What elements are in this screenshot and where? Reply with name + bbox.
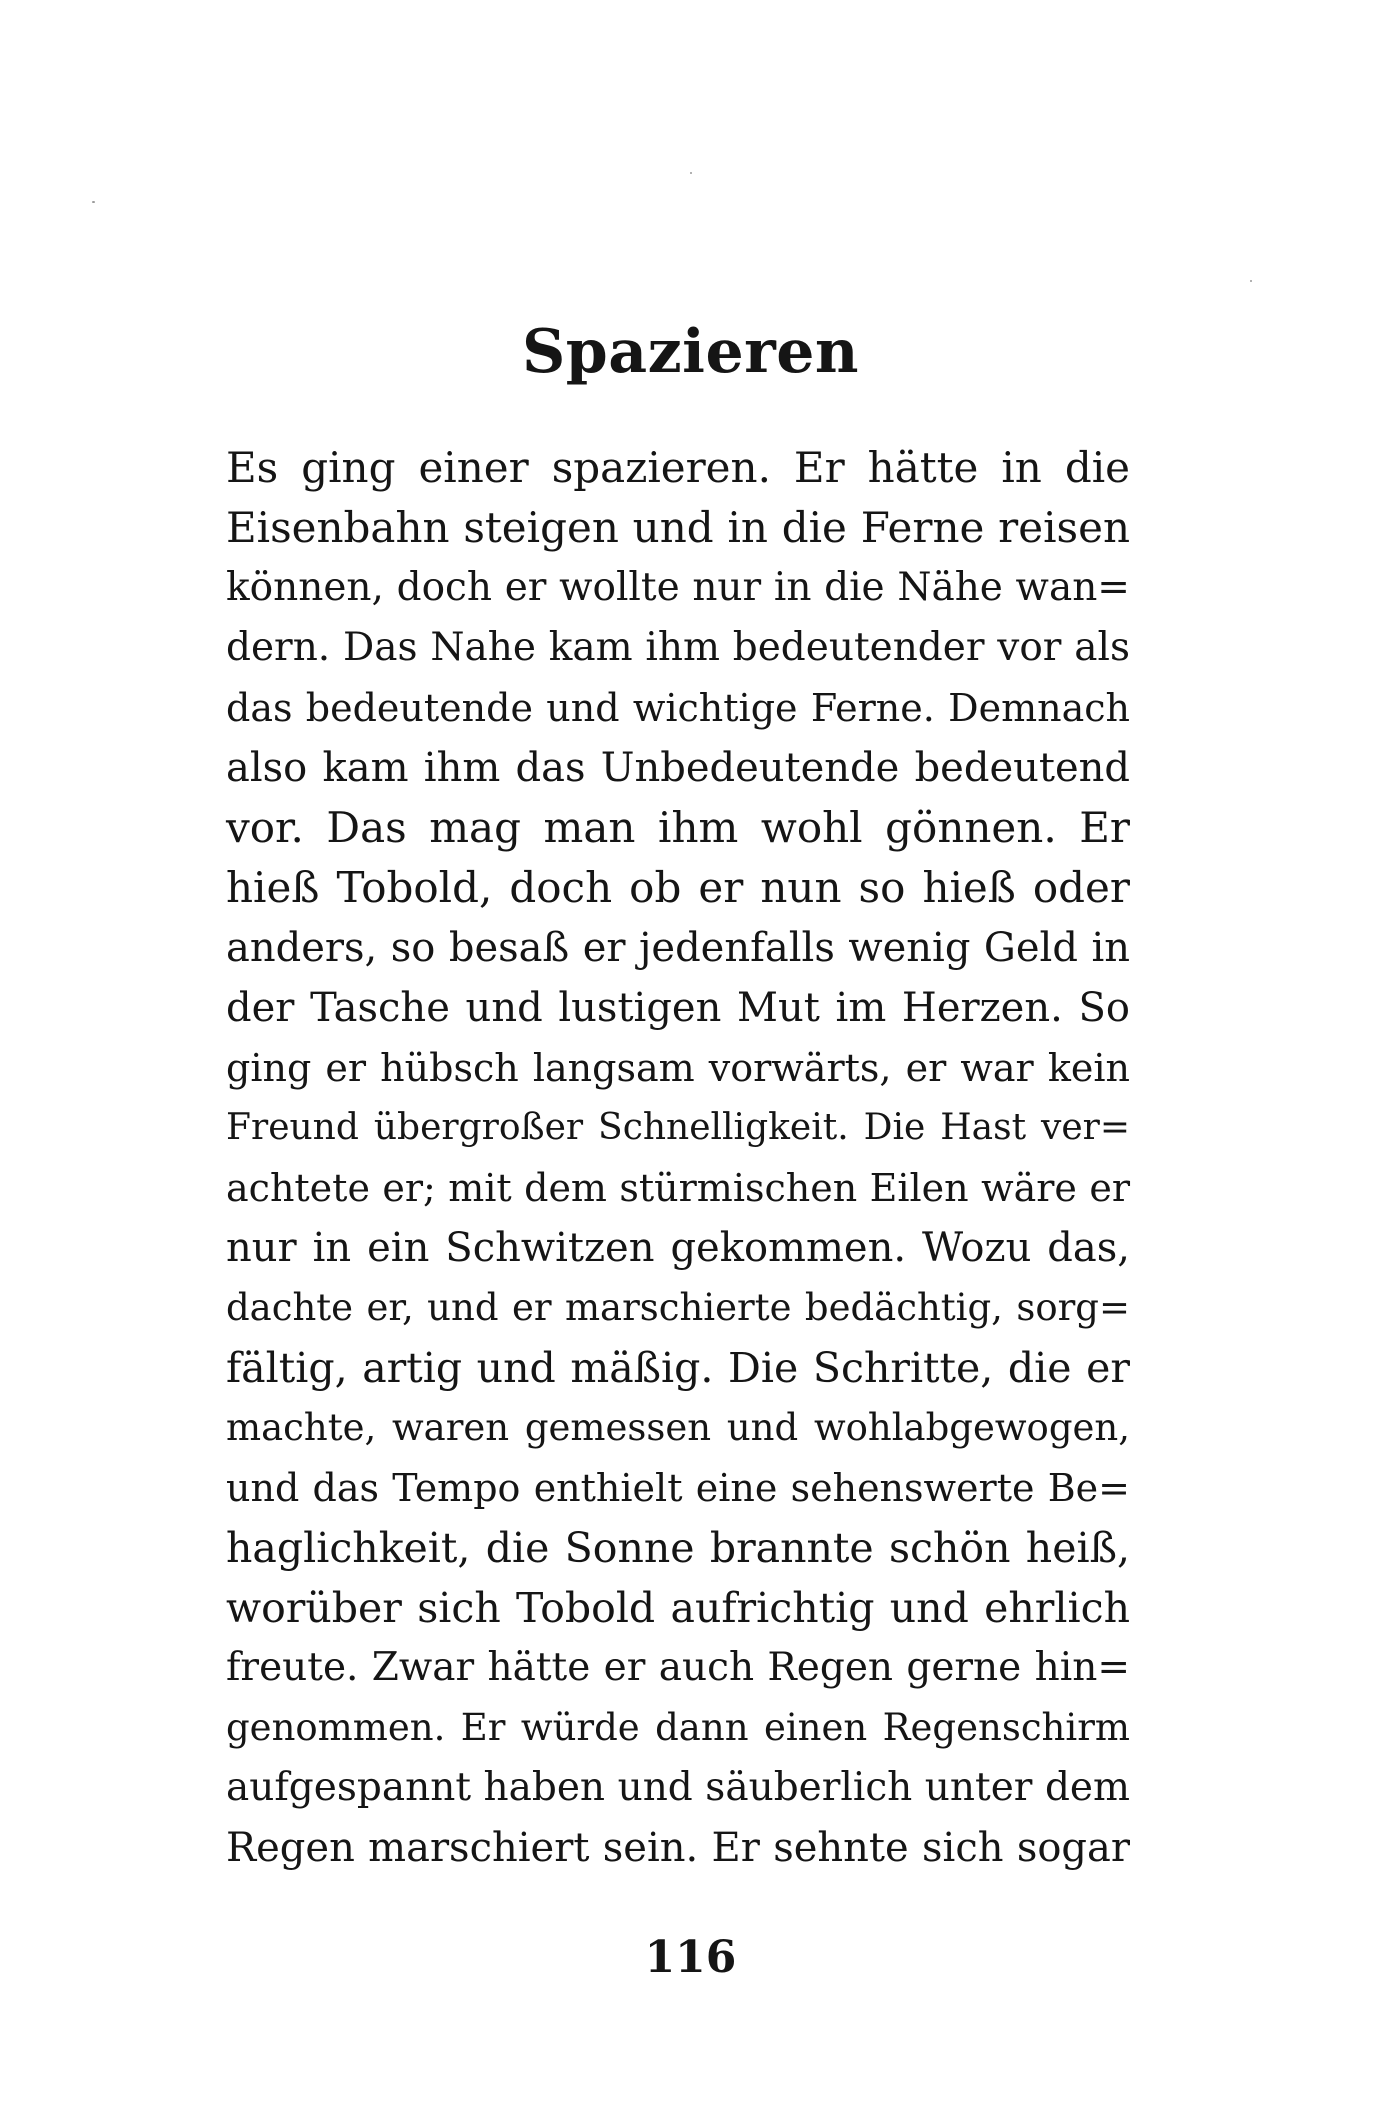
text-line: haglichkeit, die Sonne brannte schön heiß,: [226, 1524, 1130, 1572]
text-line: das bedeutende und wichtige Ferne. Demnach: [226, 686, 1130, 730]
text-line: Es ging einer spazieren. Er hätte in die: [226, 443, 1130, 492]
text-line: dachte er, und er marschierte bedächtig, sorg=: [226, 1286, 1130, 1329]
text-line: nur in ein Schwitzen gekommen. Wozu das,: [226, 1225, 1130, 1271]
text-line: ging er hübsch langsam vorwärts, er war kein: [226, 1046, 1130, 1090]
text-line: hieß Tobold, doch ob er nun so hieß oder: [226, 863, 1130, 912]
text-line: fältig, artig und mäßig. Die Schritte, die er: [226, 1344, 1130, 1392]
page-number: 116: [644, 1932, 737, 1983]
text-line: freute. Zwar hätte er auch Regen gerne hin=: [226, 1645, 1130, 1690]
text-line: Freund übergroßer Schnelligkeit. Die Hast ver=: [226, 1107, 1130, 1148]
text-line: und das Tempo enthielt eine sehenswerte Be=: [226, 1466, 1130, 1510]
paper-speck: [92, 201, 95, 203]
paper-speck: [690, 172, 692, 174]
text-line: Regen marschiert sein. Er sehnte sich sogar: [226, 1825, 1130, 1871]
text-line: also kam ihm das Unbedeutende bedeutend: [226, 745, 1130, 791]
text-line: machte, waren gemessen und wohlabgewogen,: [226, 1406, 1130, 1449]
text-line: können, doch er wollte nur in die Nähe wan=: [226, 565, 1130, 610]
text-line: anders, so besaß er jedenfalls wenig Geld in: [226, 925, 1130, 971]
text-line: vor. Das mag man ihm wohl gönnen. Er: [226, 803, 1130, 852]
text-line: dern. Das Nahe kam ihm bedeutender vor als: [226, 625, 1130, 670]
page-title: Spazieren: [521, 317, 860, 387]
text-line: genommen. Er würde dann einen Regenschirm: [226, 1706, 1130, 1749]
text-line: worüber sich Tobold aufrichtig und ehrlich: [226, 1584, 1130, 1632]
text-line: aufgespannt haben und säuberlich unter dem: [226, 1765, 1130, 1810]
text-line: der Tasche und lustigen Mut im Herzen. So: [226, 985, 1130, 1031]
paper-speck: [1250, 280, 1252, 282]
text-line: achtete er; mit dem stürmischen Eilen wäre er: [226, 1166, 1130, 1210]
text-line: Eisenbahn steigen und in die Ferne reisen: [226, 503, 1130, 552]
body-text: [226, 438, 1130, 1878]
